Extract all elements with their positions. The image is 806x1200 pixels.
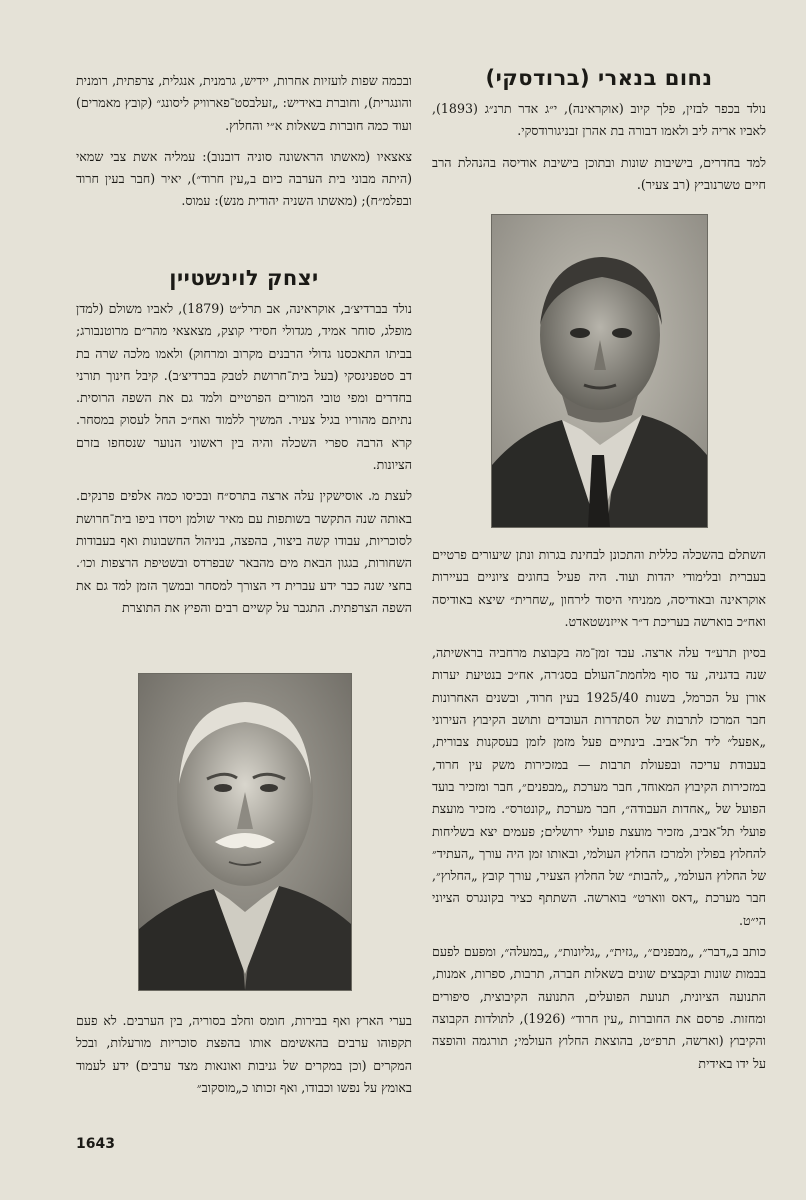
levinstein-paragraph-continuation: בערי הארץ ואף בבירות, חומס וחלב בסוריה, בין הערבים. לא פעם תקפוהו ערבים בהאשימם אותו בהפצת סוכריות מורעלות, ובכל המקרים (וכן במקרים של גניבות ואונאות מצד ערבים) ידע לעמוד באומץ על נפשו וכבודו, ואף זכותו כ„מוסקוב״ xyxy=(76,1013,412,1095)
benari-intro-paragraph-1: נולד בכפר לבזין, פלך קיוב (אוקראינה), י״ג אדר תרנ״ג (1893), לאביו אריה ליב ולאמו דבורה בת אהרן זבניגורודסקי. xyxy=(432,101,766,139)
levinstein-paragraph-birth: נולד בברדיצ׳ב, אוקראינה, אב תרל״ט (1879), לאביו משולם (למדן מופלג, סוחר אמיד, מגדולי חסידי קוצק, מצאצאי מהר״ם מרוטנבורג; בביתו התאכסנו גדולי הרבנים מקרוב ומרחוק) ולאמו מלכה שרה בת דב סטפנינסקי (בעל בית־חרושת לטבק בברדיצ׳ב). קיבל חינוך תורני בחדרים ומפי טובי המורים הפרטיים ולמד גם את השפה הרוסית. נתיתם מהוריו בגיל צעיר. המשיך ללמוד ואח״כ החל לעסוק במסחר. קרא הרבה ספרי השכלה והיה בין ראשוני הנוער שנסחפו בזרם הציונות. xyxy=(76,301,412,473)
left-column-bottom xyxy=(76,1010,412,1108)
right-column-top xyxy=(432,64,766,205)
right-column-bottom xyxy=(432,544,766,1084)
benari-paragraph-education: השתלם בהשכלה כללית והתכונן לבחינת בגרות ונתן שיעורים פרטיים בעברית ובלימודי יהדות ועוד. היה פעיל בחוגים ציוניים בעיירות אוקראינה ובאודיסה, ממניחי היסוד לירחון „שחרית״ שיצא באודיסה ואח״כ בוארשה בעריכת ד״ר אייזנשטאדט. xyxy=(432,547,766,629)
benari-continuation-paragraph: ובכמה שפות לועזיות אחרות, יידיש, גרמנית, אנגלית, צרפתית, רומנית והונגרית), וחוברת באידיש: „זעלבסט־פארוויק ליסונג״ (קובץ מאמרים) ועוד כמה חוברות בשאלות א״י והחלוץ. xyxy=(76,73,412,133)
article-heading-benari: נחום בנארי (ברודסקי) xyxy=(485,66,713,90)
left-column-top xyxy=(76,70,412,222)
levinstein-paragraph-aliyah: לעצת מ. אוסישקין עלה ארצה בתרס״ח ובכיסו כמה אלפים פרנקים. באותה שנה התקשר בשותפות עם מאיר שולמן ויסדו ביפו בית־חרושת לסוכריות, עבודו קשה ביצור, בהפצה, בניהול החשבונות ואף בעבודות השחורות, בגגון הבאת מים מהבאר שבפרדס ובשטיפת הרצפות וכו׳. בחצי שנה כבר ידע עברית די הצורך למסחר ובמשך הזמן למד גם את השפה הצרפתית. התגבר על קשיים רבים והפיץ את התוצרת xyxy=(76,488,412,615)
portrait-benari-image xyxy=(492,215,707,527)
portrait-levinstein-image xyxy=(139,674,351,990)
page-number: 1643 xyxy=(76,1136,115,1152)
benari-descendants-paragraph: צאצאיו (מאשתו הראשונה סוניה דובנוב): עמליה אשת צבי שמאי (היתה מבוני בית הערבה כיום ב„עין חרוד״), יאיר (חבר בעין חרוד ובפלמ״ח); (מאשתו השניה יהודית מנש): עמוס. xyxy=(76,148,412,209)
benari-paragraph-writing: כותב ב„דבר״, „מבפנים״, „גזית״, „גליונות״, „במעלה״, ומפעם לפעם בבמות שונות ובקבצים שונים בשאלות חברה, תרבות, ספרות, אמנות, התנועה הציונית, תנועת הפועלים, התנועה הקיבוצית, סיפורים ומחזות. פרסם את החוברות „עין חרוד״ (1926), לתולדות הקבוצה והקיבוץ (וארשה, תרפ״ט, בהוצאת החלוץ העולמי; תורגמה והופצה על ידו באידית xyxy=(432,944,767,1071)
portrait-benari xyxy=(491,214,708,528)
portrait-levinstein xyxy=(138,673,352,991)
benari-paragraph-aliyah: בסיון תרע״ד עלה ארצה. עבד זמן־מה בקבוצת מרחביה בראשיתה, שנה בדגניה, עד סוף מלחמת־העולם בסג׳רה, אח״כ בנטיעת יערות אורן על הכרמל, בשנות 1925/40 בעין חרוד, ובשנים האחרונות חבר המרכז לתרבות של הסתדרות העובדים ותושב הקיבוץ העירוני „אפעל״ ליד תל־אביב. בינתיים פעל מזמן לזמן בעסקנות צבורית, בעבודת עריכה ובפעולת תרבות — במזכירות משק עין חרוד, במזכירות הקיבוץ המאוחד, חבר מערכת „מבפנים״, חבר ומזכיר בועד הפועל של „אחדות העבודה״, חבר מערכת „קונטרס״. מזכיר מועצת פועלי תל־אביב, מזכיר מועצת פועלי ירושלים; פעמים יצא בשליחות להחלוץ בפולין ולמרכז החלוץ העולמי, ובאותו זמן היה עורך „העתיד״ של החלוץ העולמי, „להבות״ של החלוץ הצעיר, עורך קובץ „החלוץ״, חבר מערכת „דאס ווארט״ בוארשה. השתתף כציר בקונגרס הציוני הי״ט. xyxy=(432,645,766,928)
left-column-article xyxy=(76,264,412,628)
article-heading-levinstein: יצחק לוינשטיין xyxy=(169,266,319,290)
benari-intro-paragraph-2: למד בחדרים, בישיבות שונות ובתוכן בישיבת אודיסה בהנהלת הרב חיים טשרנוביץ (רב צעיר). xyxy=(432,154,766,192)
